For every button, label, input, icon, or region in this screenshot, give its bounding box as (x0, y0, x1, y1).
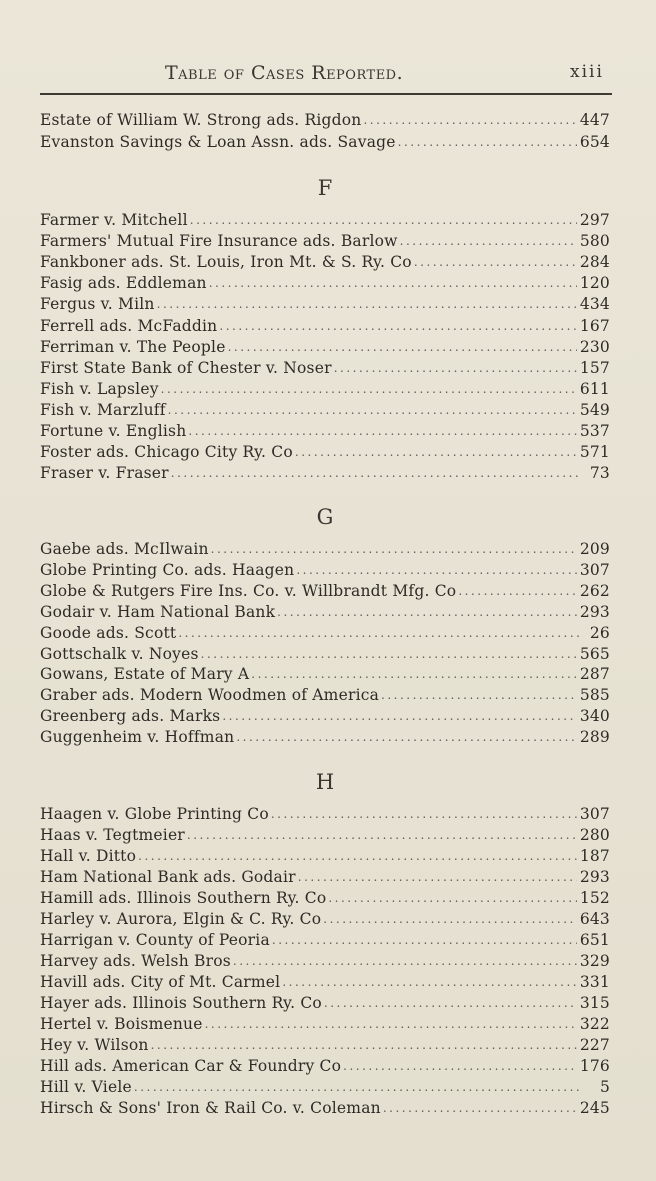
dot-leader (236, 729, 576, 746)
case-page-number: 297 (579, 211, 610, 229)
case-page-number: 307 (579, 805, 610, 823)
running-header (0, 60, 656, 90)
case-page-number: 287 (579, 665, 610, 684)
case-entry (40, 271, 610, 292)
case-page-number: 230 (579, 337, 610, 356)
case-name: Gaebe ads. McIlwain (40, 540, 209, 558)
case-entry (40, 865, 610, 886)
dot-leader (209, 275, 577, 292)
dot-leader (251, 666, 577, 683)
dot-leader (188, 423, 576, 440)
case-name: Evanston Savings & Loan Assn. ads. Savage (40, 132, 396, 151)
section-letter: H (315, 770, 335, 794)
case-page-number: 322 (579, 1015, 610, 1033)
case-entry (40, 802, 610, 823)
dot-leader (272, 932, 577, 949)
dot-leader (363, 112, 576, 129)
case-entry (40, 419, 610, 440)
case-name: Ferriman v. The People (40, 337, 226, 356)
case-entry (40, 440, 610, 461)
dot-leader (138, 848, 577, 865)
case-page-number: 167 (579, 316, 610, 335)
case-entry (40, 314, 610, 335)
case-name: Globe Printing Co. ads. Haagen (40, 560, 295, 579)
case-page-number: 340 (579, 707, 610, 726)
case-page-number: 447 (579, 111, 610, 129)
case-page-number: 537 (579, 422, 610, 440)
case-name: Fish v. Lapsley (40, 379, 159, 398)
case-page-number: 262 (579, 581, 610, 600)
dot-leader (323, 911, 577, 928)
case-page-number: 611 (579, 379, 610, 398)
dot-leader (205, 1016, 577, 1033)
case-entry (40, 1054, 610, 1075)
dot-leader (151, 1037, 577, 1054)
dot-leader (400, 233, 577, 250)
case-name: Hall v. Ditto (40, 847, 137, 865)
dot-leader (296, 562, 577, 579)
case-name: Fergus v. Miln (40, 295, 155, 314)
case-name: Hirsch & Sons' Iron & Rail Co. v. Coleman (40, 1099, 381, 1117)
case-page-number: 187 (579, 847, 610, 865)
case-name: Hayer ads. Illinois Southern Ry. Co (40, 994, 322, 1012)
case-name: Fraser v. Fraser (40, 464, 169, 483)
case-name: Globe & Rutgers Fire Ins. Co. v. Willbrandt Mfg. Co (40, 581, 457, 600)
case-entry (40, 621, 610, 642)
case-entry (40, 949, 610, 970)
case-name: Farmer v. Mitchell (40, 211, 188, 229)
case-name: Fortune v. English (40, 422, 187, 440)
case-name: First State Bank of Chester v. Noser (40, 358, 332, 377)
case-name: Harrigan v. County of Peoria (40, 931, 270, 949)
case-name: Harley v. Aurora, Elgin & C. Ry. Co (40, 910, 322, 928)
case-name: Haagen v. Globe Printing Co (40, 805, 269, 823)
case-page-number: 73 (589, 464, 610, 483)
case-entry (40, 108, 610, 129)
case-entry (40, 537, 610, 558)
dot-leader (277, 604, 577, 621)
case-page-number: 176 (579, 1057, 610, 1075)
case-page-number: 293 (579, 602, 610, 621)
case-page-number: 209 (579, 540, 610, 558)
dot-leader (134, 1079, 579, 1096)
case-entry (40, 130, 610, 151)
case-name: Gottschalk v. Noyes (40, 644, 199, 663)
dot-leader (383, 1100, 577, 1117)
case-entry (40, 1033, 610, 1054)
dot-leader (171, 465, 579, 482)
case-name: Ferrell ads. McFaddin (40, 316, 218, 335)
case-entry (40, 886, 610, 907)
case-page-number: 549 (579, 400, 610, 419)
case-name: Hey v. Wilson (40, 1036, 149, 1054)
dot-leader (157, 296, 577, 313)
case-name: Goode ads. Scott (40, 623, 177, 642)
dot-leader (381, 687, 577, 704)
dot-leader (458, 583, 577, 600)
case-entry (40, 1075, 610, 1096)
dot-leader (222, 708, 577, 725)
case-entry (40, 558, 610, 579)
case-page-number: 157 (579, 358, 610, 377)
case-name: Graber ads. Modern Woodmen of America (40, 686, 380, 705)
dot-leader (228, 339, 577, 356)
case-name: Havill ads. City of Mt. Carmel (40, 973, 281, 991)
case-page-number: 5 (599, 1078, 610, 1096)
case-entry (40, 335, 610, 356)
dot-leader (414, 254, 577, 271)
case-entry (40, 662, 610, 683)
case-page-number: 293 (579, 868, 610, 886)
case-name: Fankboner ads. St. Louis, Iron Mt. & S. Ry. Co (40, 253, 412, 272)
case-entry (40, 579, 610, 600)
case-entry (40, 250, 610, 271)
case-name: Farmers' Mutual Fire Insurance ads. Barlow (40, 232, 398, 251)
dot-leader (168, 402, 577, 419)
case-page-number: 331 (579, 973, 610, 991)
case-page-number: 585 (579, 686, 610, 705)
dot-leader (328, 890, 576, 907)
case-entry (40, 704, 610, 725)
page-title: Table of Cases Reported. (165, 62, 404, 84)
case-entry (40, 1096, 610, 1117)
case-page-number: 120 (579, 274, 610, 293)
dot-leader (295, 444, 577, 461)
case-page-number: 329 (579, 952, 610, 970)
case-entry (40, 461, 610, 482)
case-page-number: 289 (579, 728, 610, 747)
case-page-number: 315 (579, 994, 610, 1012)
case-name: Haas v. Tegtmeier (40, 826, 185, 844)
case-entry (40, 356, 610, 377)
case-name: Gowans, Estate of Mary A (40, 665, 250, 684)
case-page-number: 152 (579, 889, 610, 907)
case-entry (40, 377, 610, 398)
case-entry (40, 292, 610, 313)
dot-leader (201, 646, 577, 663)
case-name: Foster ads. Chicago City Ry. Co (40, 443, 293, 462)
case-name: Greenberg ads. Marks (40, 707, 221, 726)
case-name: Fasig ads. Eddleman (40, 274, 207, 293)
dot-leader (282, 974, 577, 991)
case-page-number: 643 (579, 910, 610, 928)
case-page-number: 307 (579, 560, 610, 579)
dot-leader (298, 869, 577, 886)
page-number: xiii (570, 62, 604, 82)
case-entry (40, 823, 610, 844)
case-page-number: 565 (579, 644, 610, 663)
dot-leader (271, 806, 577, 823)
case-page-number: 26 (589, 623, 610, 642)
case-entry (40, 844, 610, 865)
dot-leader (334, 360, 577, 377)
case-entry (40, 928, 610, 949)
case-entry (40, 907, 610, 928)
case-entry (40, 229, 610, 250)
case-entry (40, 683, 610, 704)
case-entry (40, 970, 610, 991)
case-name: Harvey ads. Welsh Bros (40, 952, 231, 970)
case-entry (40, 725, 610, 746)
case-entry (40, 208, 610, 229)
dot-leader (398, 134, 577, 151)
section-letter: F (317, 176, 333, 200)
case-page-number: 245 (579, 1099, 610, 1117)
dot-leader (219, 318, 576, 335)
case-page-number: 434 (579, 295, 610, 314)
header-rule (40, 93, 612, 95)
dot-leader (161, 381, 577, 398)
case-page-number: 654 (579, 132, 610, 151)
dot-leader (343, 1058, 577, 1075)
section-letter: G (316, 505, 334, 529)
case-name: Hill ads. American Car & Foundry Co (40, 1057, 342, 1075)
dot-leader (190, 212, 577, 229)
case-name: Guggenheim v. Hoffman (40, 728, 235, 747)
case-page-number: 580 (579, 232, 610, 251)
dot-leader (233, 953, 577, 970)
case-entry (40, 398, 610, 419)
case-name: Estate of William W. Strong ads. Rigdon (40, 111, 362, 129)
case-entry (40, 991, 610, 1012)
case-entry (40, 600, 610, 621)
dot-leader (324, 995, 577, 1012)
case-page-number: 571 (579, 443, 610, 462)
dot-leader (187, 827, 577, 844)
case-name: Godair v. Ham National Bank (40, 602, 276, 621)
case-name: Hill v. Viele (40, 1078, 132, 1096)
dot-leader (178, 625, 579, 642)
dot-leader (211, 541, 577, 558)
case-page-number: 651 (579, 931, 610, 949)
case-entry (40, 642, 610, 663)
case-name: Hertel v. Boismenue (40, 1015, 203, 1033)
case-name: Fish v. Marzluff (40, 400, 166, 419)
case-page-number: 227 (579, 1036, 610, 1054)
case-page-number: 284 (579, 253, 610, 272)
case-page-number: 280 (579, 826, 610, 844)
case-name: Ham National Bank ads. Godair (40, 868, 296, 886)
case-name: Hamill ads. Illinois Southern Ry. Co (40, 889, 327, 907)
case-entry (40, 1012, 610, 1033)
